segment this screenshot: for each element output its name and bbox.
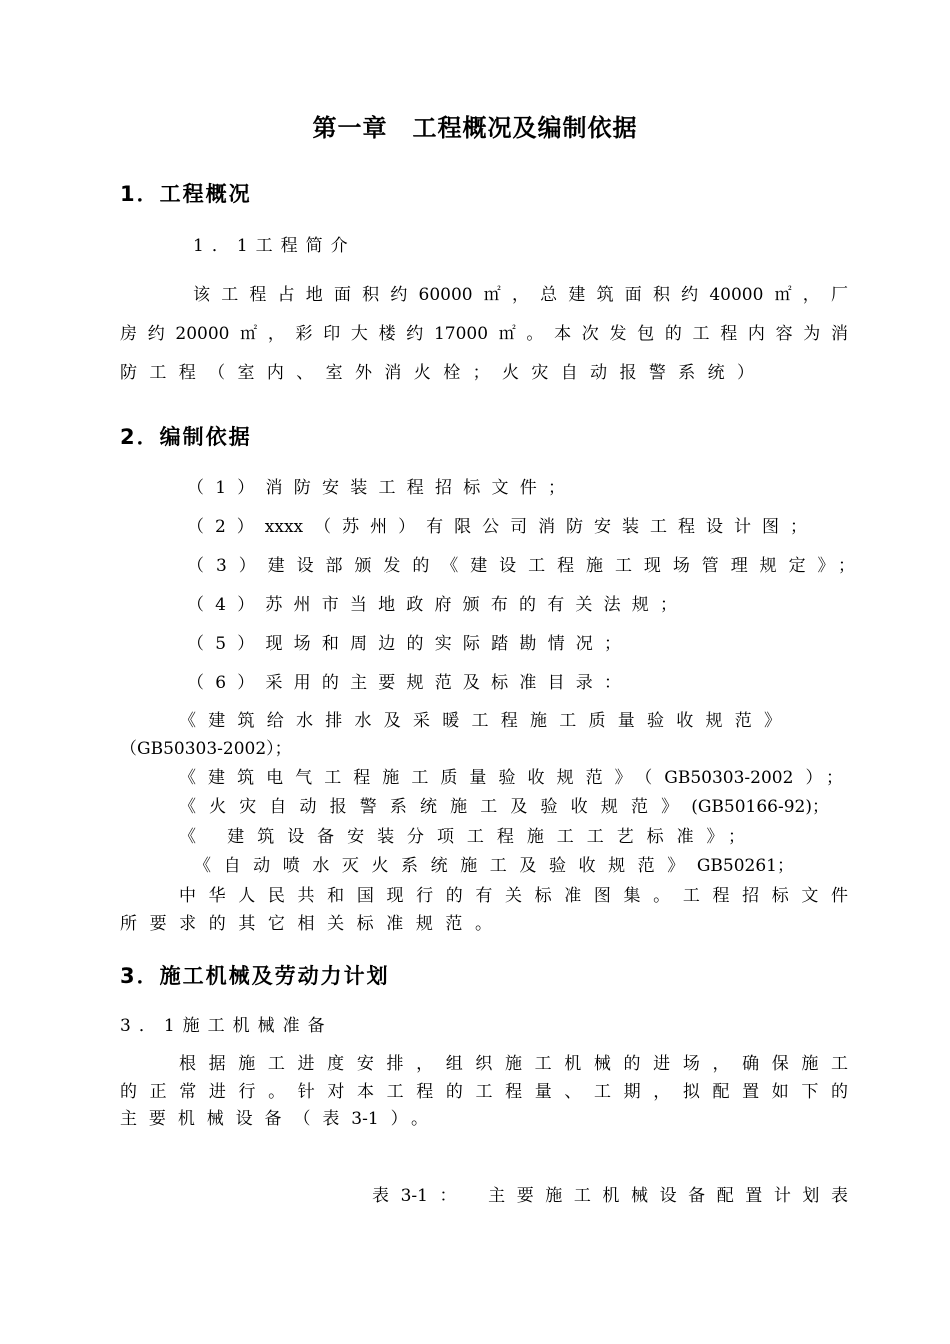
- section-1-paragraph-line-2: 房约20000㎡，彩印大楼约17000㎡。本次发包的工程内容为消: [120, 324, 848, 344]
- section-1-heading: 1．工程概况: [120, 182, 252, 206]
- chapter-title: 第一章 工程概况及编制依据: [312, 113, 638, 142]
- basis-item-1: （1）消防安装工程招标文件；: [187, 478, 565, 498]
- section-3-heading: 3．施工机械及劳动力计划: [120, 964, 390, 988]
- basis-item-2: （2）xxxx（苏州）有限公司消防安装工程设计图；: [187, 517, 807, 537]
- standard-3: 《火灾自动报警系统施工及验收规范》(GB50166-92)；: [179, 797, 829, 817]
- basis-item-3: （3）建设部颁发的《建设工程施工现场管理规定》；: [187, 556, 855, 576]
- standard-1: 《建筑给水排水及采暖工程施工质量验收规范》: [179, 711, 781, 731]
- standard-2: 《建筑电气工程施工质量验收规范》（GB50303-2002）；: [179, 768, 843, 788]
- section-3-paragraph-line-3: 主要机械设备（表3-1）。: [120, 1109, 428, 1129]
- standard-6-cont: 所要求的其它相关标准规范。: [120, 914, 492, 934]
- section-1-paragraph-line-1: 该工程占地面积约60000㎡，总建筑面积约40000㎡，厂: [193, 285, 848, 305]
- basis-item-6: （6）采用的主要规范及标准目录：: [187, 673, 621, 693]
- table-caption: 表3-1： 主要施工机械设备配置计划表: [372, 1186, 848, 1206]
- section-3-paragraph-line-1: 根据施工进度安排，组织施工机械的进场，确保施工: [179, 1054, 848, 1074]
- section-3-paragraph-line-2: 的正常进行。针对本工程的工程量、工期，拟配置如下的: [120, 1082, 848, 1102]
- standard-1-code: （GB50303-2002）；: [120, 739, 292, 759]
- standard-6: 中华人民共和国现行的有关标准图集。工程招标文件: [179, 886, 848, 906]
- section-2-heading: 2．编制依据: [120, 425, 252, 449]
- section-1-paragraph-line-3: 防工程（室内、室外消火栓；火灾自动报警系统）: [120, 363, 754, 383]
- standard-5: 《自动喷水灭火系统施工及验收规范》GB50261；: [194, 856, 794, 876]
- section-3-1-subheading: 3．1施工机械准备: [120, 1016, 333, 1036]
- standard-4: 《 建筑设备安装分项工程施工工艺标准》；: [179, 827, 745, 847]
- basis-item-4: （4）苏州市当地政府颁布的有关法规；: [187, 595, 677, 615]
- section-1-1-subheading: 1．1工程简介: [193, 236, 356, 256]
- basis-item-5: （5）现场和周边的实际踏勘情况；: [187, 634, 621, 654]
